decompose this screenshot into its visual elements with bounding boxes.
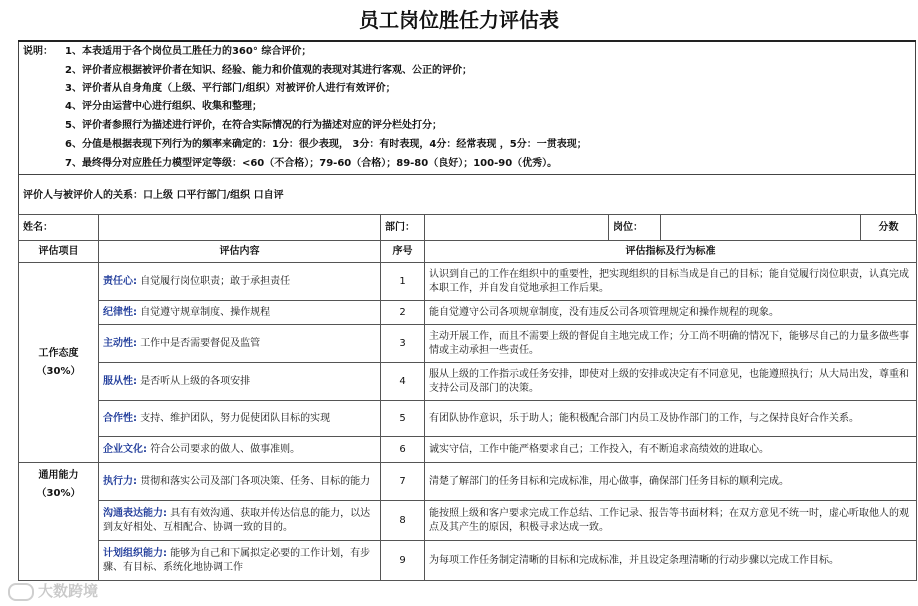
- post-label: 岗位：: [609, 215, 661, 241]
- name-field[interactable]: [99, 215, 381, 241]
- category-work-attitude: 工作态度 （30%）: [19, 263, 99, 463]
- seq-cell: 2: [381, 301, 425, 325]
- table-row: [19, 463, 917, 501]
- instruction-line-1: 说明： 1、本表适用于各个岗位员工胜任力的360° 综合评价；: [23, 46, 312, 57]
- table-row: [19, 401, 917, 437]
- seq-cell: 5: [381, 401, 425, 437]
- header-criteria: 评估指标及行为标准: [425, 241, 917, 263]
- table-row: [19, 501, 917, 541]
- header-content: 评估内容: [99, 241, 381, 263]
- seq-cell: 6: [381, 437, 425, 463]
- seq-cell: 8: [381, 501, 425, 541]
- table-row: [19, 263, 917, 301]
- category-general-ability: 通用能力 （30%）: [19, 463, 99, 581]
- content-cell: 纪律性: 自觉遵守规章制度、操作规程: [99, 301, 381, 325]
- dept-label: 部门：: [381, 215, 425, 241]
- table-row: [19, 541, 917, 581]
- instruction-line-4: 4、评分由运营中心进行组织、收集和整理；: [65, 101, 262, 112]
- content-cell: 责任心: 自觉履行岗位职责；敢于承担责任: [99, 263, 381, 301]
- form-title: 员工岗位胜任力评估表: [359, 8, 559, 32]
- criteria-cell: 能按照上级和客户要求完成工作总结、工作记录、报告等书面材料；在双方意见不统一时，虚心听取他人的观点及其产生的原因，积极寻求达成一致。: [425, 501, 917, 541]
- name-label: 姓名：: [19, 215, 99, 241]
- header-item: 评估项目: [19, 241, 99, 263]
- dept-field[interactable]: [425, 215, 609, 241]
- seq-cell: 7: [381, 463, 425, 501]
- criteria-cell: 主动开展工作，而且不需要上级的督促自主地完成工作；分工尚不明确的情况下，能够尽自己的力量多做些事情或主动承担一些责任。: [425, 325, 917, 363]
- header-seq: 序号: [381, 241, 425, 263]
- instruction-line-3: 3、评价者从自身角度（上级、平行部门/组织）对被评价人进行有效评价；: [65, 83, 396, 94]
- table-row: [19, 363, 917, 401]
- evaluator-relation-text[interactable]: 评价人与被评价人的关系：口上级 口平行部门/组织 口自评: [23, 190, 284, 201]
- table-row: [19, 437, 917, 463]
- criteria-cell: 有团队协作意识，乐于助人；能积极配合部门内员工及协作部门的工作，与之保持良好合作关系。: [425, 401, 917, 437]
- instruction-line-7: 7、最终得分对应胜任力模型评定等级：<60（不合格）；79-60（合格）；89-80（良好）；100-90（优秀）。: [65, 158, 558, 169]
- table-row: [19, 325, 917, 363]
- score-label: 分数: [861, 215, 917, 241]
- seq-cell: 1: [381, 263, 425, 301]
- table-row: [19, 301, 917, 325]
- instructions-label: 说明：: [23, 46, 53, 57]
- seq-cell: 3: [381, 325, 425, 363]
- content-cell: 沟通表达能力: 具有有效沟通、获取并传达信息的能力，以达到友好相处、互相配合、协调一致的目的。: [99, 501, 381, 541]
- criteria-cell: 为每项工作任务制定清晰的目标和完成标准，并且设定条理清晰的行动步骤以完成工作目标。: [425, 541, 917, 581]
- criteria-cell: 认识到自己的工作在组织中的重要性，把实现组织的目标当成是自己的目标；能自觉履行岗位职责，认真完成本职工作，并自发自觉地承担工作后果。: [425, 263, 917, 301]
- criteria-cell: 能自觉遵守公司各项规章制度，没有违反公司各项管理规定和操作规程的现象。: [425, 301, 917, 325]
- criteria-cell: 清楚了解部门的任务目标和完成标准，用心做事，确保部门任务目标的顺利完成。: [425, 463, 917, 501]
- instruction-line-5: 5、评价者参照行为描述进行评价，在符合实际情况的行为描述对应的评分栏处打分；: [65, 120, 442, 131]
- instructions-box: [18, 42, 916, 175]
- seq-cell: 9: [381, 541, 425, 581]
- content-cell: 企业文化: 符合公司要求的做人、做事准则。: [99, 437, 381, 463]
- seq-cell: 4: [381, 363, 425, 401]
- content-cell: 计划组织能力: 能够为自己和下属拟定必要的工作计划，有步骤、有目标、系统化地协调工作: [99, 541, 381, 581]
- info-row: [19, 215, 917, 241]
- content-cell: 主动性: 工作中是否需要督促及监管: [99, 325, 381, 363]
- content-cell: 服从性: 是否听从上级的各项安排: [99, 363, 381, 401]
- evaluation-table: [18, 214, 917, 581]
- content-cell: 合作性: 支持、维护团队，努力促使团队目标的实现: [99, 401, 381, 437]
- instruction-line-6: 6、分值是根据表现下列行为的频率来确定的：1分：很少表现， 3分：有时表现，4分：经常表现 ，5分：一贯表现；: [65, 139, 587, 150]
- criteria-cell: 服从上级的工作指示或任务安排，即使对上级的安排或决定有不同意见，也能遵照执行；从大局出发，尊重和支持公司及部门的决策。: [425, 363, 917, 401]
- criteria-cell: 诚实守信，工作中能严格要求自己；工作投入，有不断追求高绩效的进取心。: [425, 437, 917, 463]
- instruction-line-2: 2、评价者应根据被评价者在知识、经验、能力和价值观的表现对其进行客观、公正的评价；: [65, 65, 472, 76]
- watermark: 大数跨境: [8, 580, 98, 601]
- content-cell: 执行力: 贯彻和落实公司及部门各项决策、任务、目标的能力: [99, 463, 381, 501]
- chat-bubble-icon: [8, 583, 34, 601]
- evaluator-relation-row: [18, 174, 916, 214]
- post-field[interactable]: [661, 215, 861, 241]
- header-row: [19, 241, 917, 263]
